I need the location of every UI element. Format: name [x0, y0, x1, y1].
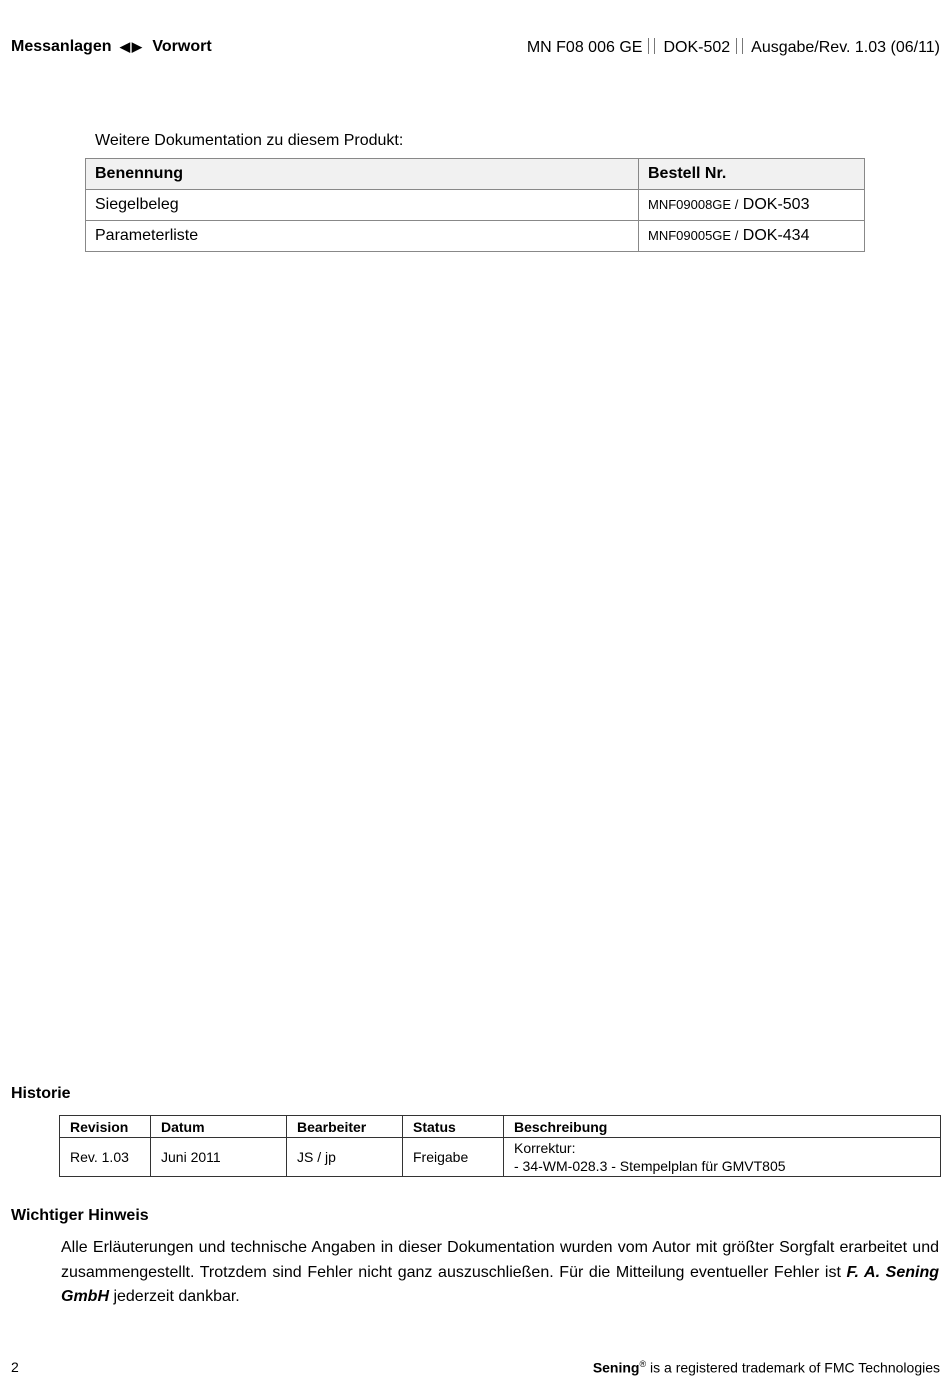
header-doc-number: MN F08 006 GE: [526, 39, 643, 56]
table-header-row: [60, 1116, 941, 1138]
order-number-dok: DOK-503: [742, 196, 810, 213]
notice-title: Wichtiger Hinweis: [11, 1207, 149, 1224]
history-title: Historie: [11, 1085, 71, 1102]
history-table: [59, 1115, 941, 1177]
separator-icon: [648, 38, 655, 54]
table-row: [60, 1138, 941, 1177]
table-row: [86, 190, 865, 221]
notice-body: [61, 1236, 939, 1310]
header-breadcrumb: [11, 38, 212, 56]
brand-name: Sening: [592, 1359, 640, 1376]
history-status: Freigabe: [403, 1138, 504, 1177]
column-header-order-number: Bestell Nr.: [639, 159, 865, 190]
table-row: [86, 221, 865, 252]
notice-text-end: jederzeit dankbar.: [109, 1288, 240, 1305]
doc-order-number: [639, 190, 865, 221]
header-revision: Ausgabe/Rev. 1.03 (06/11): [751, 39, 940, 56]
order-number-prefix: MNF09008GE /: [648, 197, 739, 212]
header-chapter: Vorwort: [152, 38, 212, 55]
doc-name: Parameterliste: [86, 221, 639, 252]
doc-order-number: [639, 221, 865, 252]
history-description: [504, 1138, 941, 1177]
header-doc-id: DOK-502: [663, 39, 731, 56]
column-header-editor: Bearbeiter: [287, 1116, 403, 1138]
further-docs-table: [85, 158, 865, 252]
history-revision: Rev. 1.03: [60, 1138, 151, 1177]
registered-mark: ®: [639, 1359, 647, 1369]
nav-arrows-icon: ◀▶: [119, 39, 144, 54]
column-header-date: Datum: [151, 1116, 287, 1138]
doc-name: Siegelbeleg: [86, 190, 639, 221]
order-number-prefix: MNF09005GE /: [648, 228, 739, 243]
separator-icon: [736, 38, 743, 54]
description-line: - 34-WM-028.3 - Stempelplan für GMVT805: [514, 1158, 786, 1174]
description-line: Korrektur:: [514, 1140, 576, 1156]
page-number: 2: [11, 1359, 19, 1375]
order-number-dok: DOK-434: [742, 227, 810, 244]
notice-text: Alle Erläuterungen und technische Angaben in dieser Dokumentation wurden vom Autor mit größter Sorgfalt erarbeitet und zusammengestellt. Trotzdem sind Fehler nicht ganz auszuschließen. Für die Mitteilung eventueller Fehler ist: [61, 1239, 939, 1281]
column-header-name: Benennung: [86, 159, 639, 190]
history-date: Juni 2011: [151, 1138, 287, 1177]
history-editor: JS / jp: [287, 1138, 403, 1177]
further-docs-title: Weitere Dokumentation zu diesem Produkt:: [95, 132, 404, 149]
column-header-revision: Revision: [60, 1116, 151, 1138]
table-header-row: [86, 159, 865, 190]
header-doc-info: [527, 38, 940, 57]
column-header-status: Status: [403, 1116, 504, 1138]
company-name: F. A. Sening GmbH: [61, 1263, 939, 1305]
trademark-note: [593, 1359, 940, 1376]
trademark-text: is a registered trademark of FMC Technologies: [646, 1359, 940, 1376]
header-section: Messanlagen: [11, 38, 112, 55]
column-header-description: Beschreibung: [504, 1116, 941, 1138]
